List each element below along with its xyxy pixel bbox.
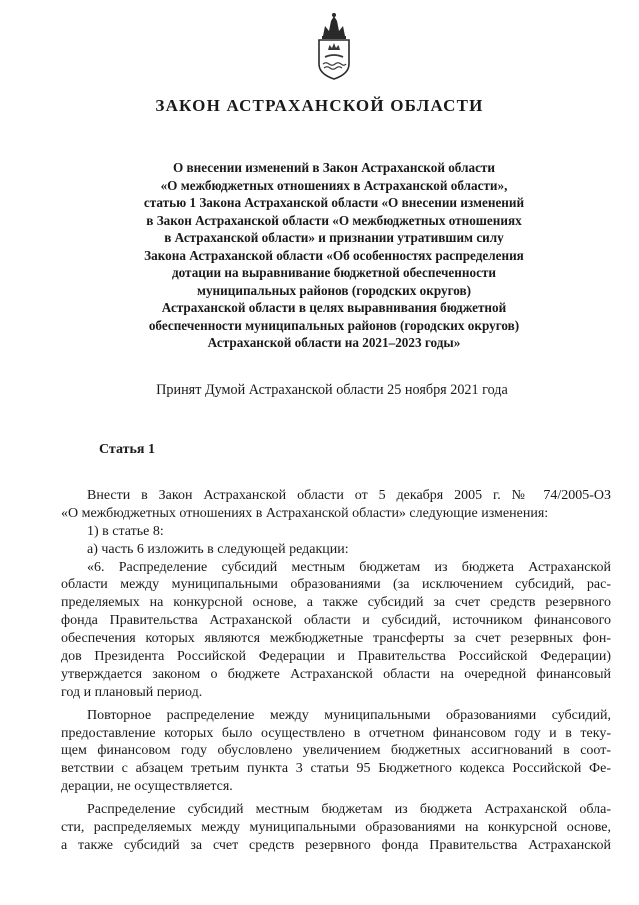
body-line: ветствии с абзацем третьим пункта 3 статьи 95 Бюджетного кодекса Российской Фе- — [61, 761, 611, 777]
body-line: дерации, не осуществляется. — [61, 779, 233, 795]
body-line: а) часть 6 изложить в следующей редакции: — [87, 541, 349, 557]
article-heading: Статья 1 — [99, 442, 155, 457]
body-line: год и плановый период. — [61, 684, 203, 700]
adoption-statement: Принят Думой Астраханской области 25 ноября 2021 года — [156, 382, 508, 398]
subject-line: дотации на выравнивание бюджетной обеспеченности — [171, 265, 497, 280]
subject-line: «О межбюджетных отношениях в Астраханской области», — [160, 177, 508, 193]
body-line: сти, распределяемых между муниципальными образованиями на конкурсной основе, — [61, 820, 611, 836]
law-subject — [100, 159, 568, 352]
body-line: обеспечения которых являются межбюджетные трансферты за счет резервных фон- — [61, 631, 611, 647]
subject-line: муниципальных районов (городских округов) — [196, 282, 472, 298]
astrakhan-coat-of-arms-icon — [311, 12, 357, 82]
body-line: 1) в статье 8: — [87, 523, 164, 539]
subject-line: Астраханской области на 2021–2023 годы» — [207, 335, 461, 350]
body-line: Внести в Закон Астраханской области от 5 декабря 2005 г. № 74/2005-ОЗ — [87, 488, 611, 503]
body-line: щем финансовом году обусловлено увеличением бюджетных ассигнований в соот- — [61, 743, 611, 759]
body-line: области между муниципальными образованиями (за исключением субсидий, рас- — [61, 577, 611, 593]
subject-line: в Закон Астраханской области «О межбюджетных отношениях — [146, 212, 522, 228]
body-line: фонда Правительства Астраханской области и субсидий, источником финансового — [61, 613, 611, 629]
article-body — [61, 487, 611, 855]
subject-line: Закона Астраханской области «Об особенностях распределения — [144, 247, 524, 263]
body-line: «О межбюджетных отношениях в Астраханской области» следующие изменения: — [61, 505, 549, 521]
body-line: «6. Распределение субсидий местным бюджетам из бюджета Астраханской — [87, 559, 611, 575]
body-line: утверждается законом о бюджете Астраханской области на очередной финансовый — [61, 666, 611, 682]
body-line: предоставление которых было осуществлено в отчетном финансовом году и в теку- — [61, 725, 611, 741]
subject-line: в Астраханской области» и признании утратившим силу — [164, 230, 504, 245]
subject-line: О внесении изменений в Закон Астраханской области — [173, 160, 495, 175]
subject-line: Астраханской области в целях выравнивания бюджетной — [161, 300, 507, 315]
body-line: дов Президента Российской Федерации и Правительства Российской Федерации) — [61, 649, 611, 665]
subject-line: обеспеченности муниципальных районов (городских округов) — [148, 317, 520, 333]
body-line: Распределение субсидий местным бюджетам из бюджета Астраханской обла- — [87, 802, 611, 818]
subject-line: статью 1 Закона Астраханской области «О внесении изменений — [143, 195, 525, 210]
body-line: Повторное распределение между муниципальными образованиями субсидий, — [87, 707, 611, 723]
law-title: ЗАКОН АСТРАХАНСКОЙ ОБЛАСТИ — [155, 96, 484, 115]
body-line: пределяемых на конкурсной основе, а также субсидий за счет средств резервного — [61, 595, 611, 611]
body-line: а также субсидий за счет средств резервного фонда Правительства Астраханской — [61, 837, 611, 853]
